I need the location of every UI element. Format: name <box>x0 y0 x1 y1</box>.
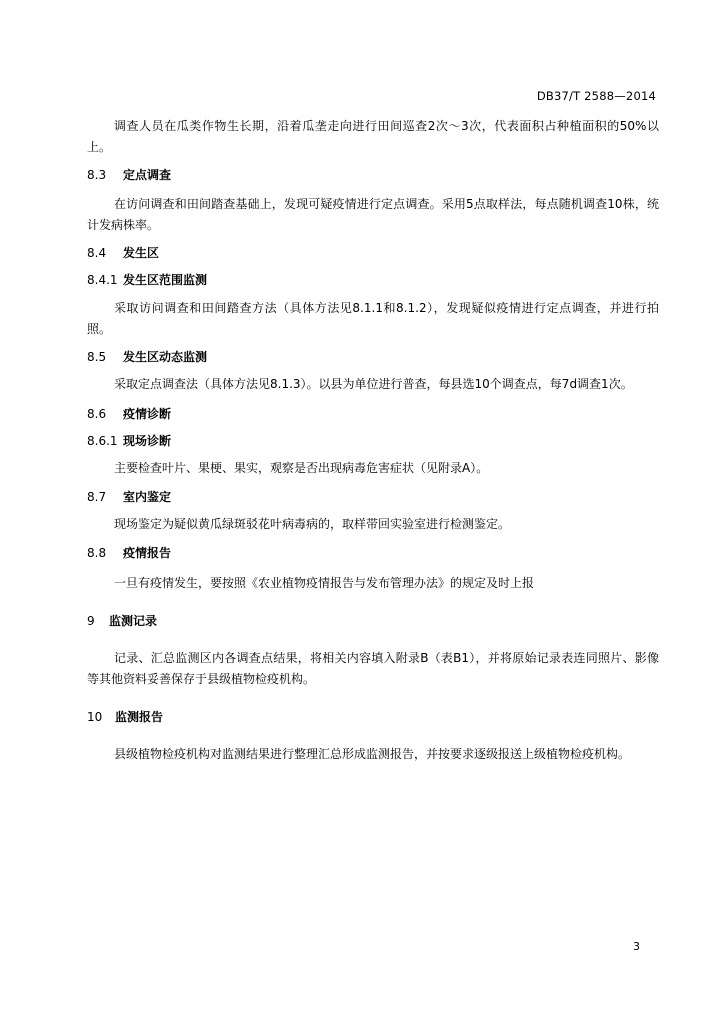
paragraph-field-diagnosis: 主要检查叶片、果梗、果实，观察是否出现病毒危害症状（见附录A）。 <box>114 461 489 475</box>
section-number: 8.4.1 <box>87 273 118 287</box>
paragraph-dynamic-monitoring: 采取定点调查法（具体方法见8.1.3）。以县为单位进行普查，每县选10个调查点，每7d调查1次。 <box>114 377 633 391</box>
heading-8-6 <box>87 405 171 422</box>
heading-8-8 <box>87 544 171 561</box>
section-title: 发生区 <box>123 246 160 260</box>
document-code: DB37/T 2588—2014 <box>536 89 656 103</box>
heading-9 <box>87 612 157 629</box>
section-number: 8.4 <box>87 246 107 260</box>
section-title: 定点调查 <box>123 168 172 182</box>
heading-8-6-1 <box>87 432 171 449</box>
paragraph-fixed-point-survey: 在访问调查和田间踏查基础上，发现可疑疫情进行定点调查。采用5点取样法，每点随机调查10株，统计发病株率。 <box>87 197 659 232</box>
section-number: 8.8 <box>87 546 107 560</box>
section-number: 8.6 <box>87 407 107 421</box>
heading-8-4 <box>87 244 159 261</box>
page-number: 3 <box>633 940 640 953</box>
section-title: 监测报告 <box>115 710 164 724</box>
section-number: 8.5 <box>87 350 107 364</box>
section-number: 10 <box>87 710 103 724</box>
section-title: 疫情诊断 <box>123 407 172 421</box>
paragraph-monitoring-report: 县级植物检疫机构对监测结果进行整理汇总形成监测报告，并按要求逐级报送上级植物检疫机构。 <box>114 747 631 761</box>
paragraph-monitoring-records: 记录、汇总监测区内各调查点结果，将相关内容填入附录B（表B1），并将原始记录表连同照片、影像等其他资料妥善保存于县级植物检疫机构。 <box>87 651 659 686</box>
section-title: 监测记录 <box>109 614 158 628</box>
paragraph-inspection: 调查人员在瓜类作物生长期，沿着瓜垄走向进行田间巡查2次～3次，代表面积占种植面积的50%以上。 <box>87 119 659 154</box>
paragraph-lab-identification: 现场鉴定为疑似黄瓜绿斑驳花叶病毒病的，取样带回实验室进行检测鉴定。 <box>114 517 511 531</box>
section-number: 9 <box>87 614 95 628</box>
heading-10 <box>87 708 163 725</box>
heading-8-4-1 <box>87 271 207 288</box>
section-title: 发生区范围监测 <box>123 273 208 287</box>
heading-8-7 <box>87 488 171 505</box>
section-number: 8.7 <box>87 490 107 504</box>
section-number: 8.3 <box>87 168 107 182</box>
section-number: 8.6.1 <box>87 434 118 448</box>
heading-8-3 <box>87 166 171 183</box>
section-title: 室内鉴定 <box>123 490 172 504</box>
paragraph-range-monitoring: 采取访问调查和田间踏查方法（具体方法见8.1.1和8.1.2），发现疑似疫情进行定点调查，并进行拍照。 <box>87 301 659 336</box>
paragraph-outbreak-report: 一旦有疫情发生，要按照《农业植物疫情报告与发布管理办法》的规定及时上报 <box>114 576 535 590</box>
section-title: 现场诊断 <box>123 434 172 448</box>
heading-8-5 <box>87 348 207 365</box>
section-title: 发生区动态监测 <box>123 350 208 364</box>
section-title: 疫情报告 <box>123 546 172 560</box>
